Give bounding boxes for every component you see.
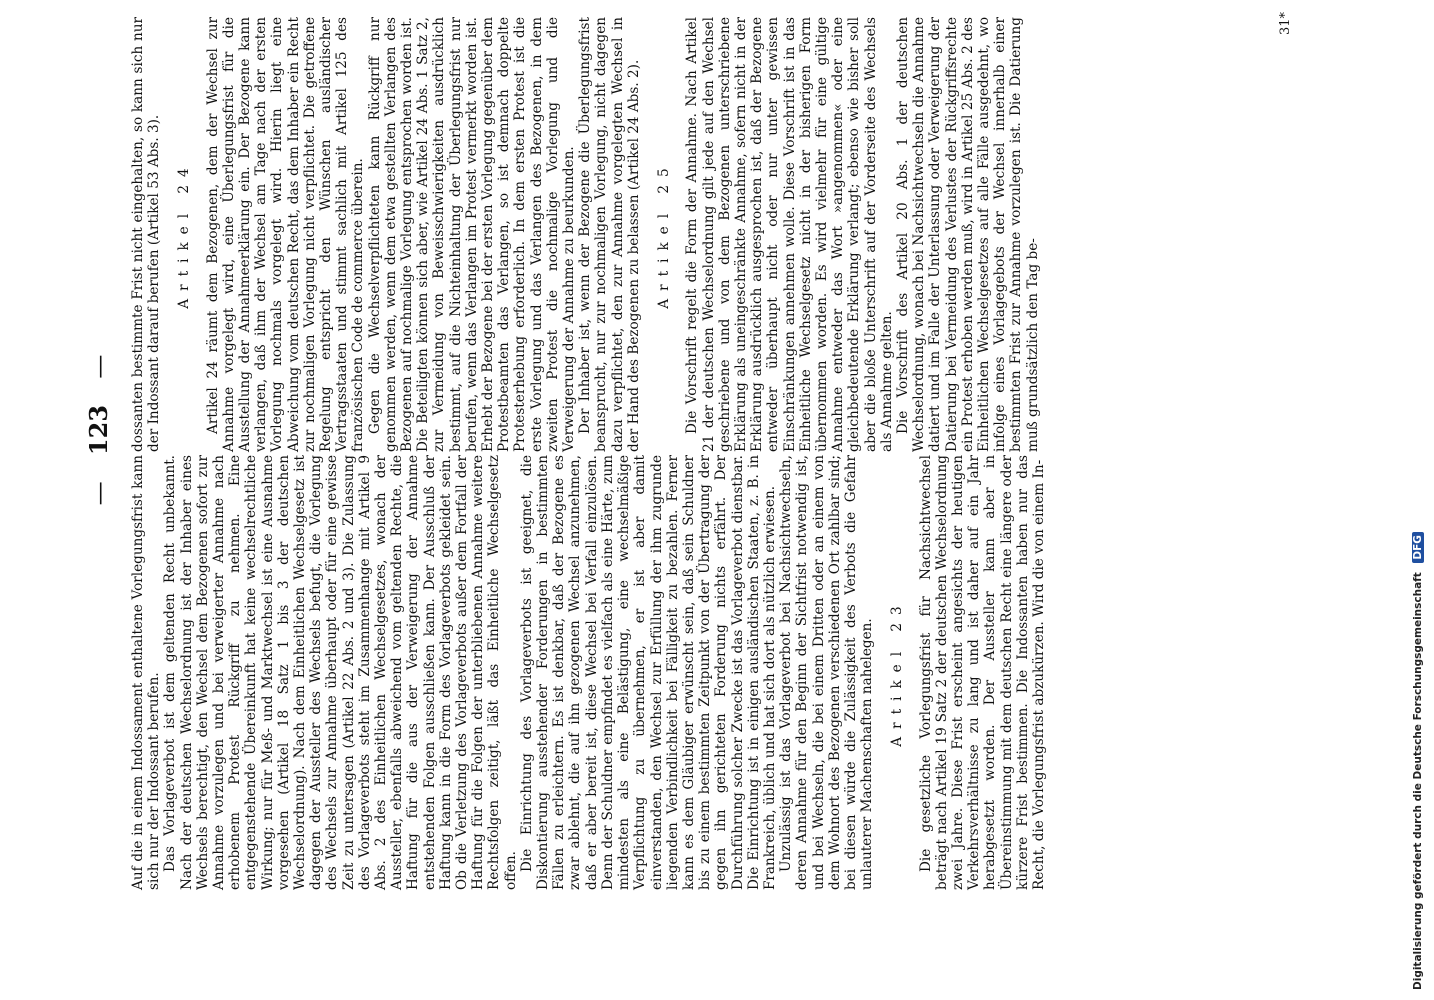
- right-column: [130, 17, 1041, 452]
- paragraph: Gegen die Wechselverpflichteten kann Rückgriff nur genommen werden, wenn dem etwa gestellten Verlangen des Bezogenen auf nochmalige Vorlegung entsprochen worden ist. Die Beteiligten können sich aber, wie Artikel 24 Abs. 1 Satz 2, zur Vermeidung von Beweisschwierigkeiten ausdrücklich bestimmt, auf die Nichteinhaltung der Überlegungsfrist nur berufen, wenn das Verlangen im Protest vermerkt worden ist. Erhebt der Bezogene bei der ersten Vorlegung gegenüber dem Protestbeamten das Verlangen, so ist demnach doppelte Protesterhebung erforderlich. In dem ersten Protest ist die erste Vorlegung und das Verlangen des Bezogenen, in dem zweiten Protest die nochmalige Vorlegung und die Verweigerung der Annahme zu beurkunden.: [366, 17, 578, 452]
- dfg-credit: [1412, 532, 1424, 990]
- header-dash-right: —: [85, 354, 113, 379]
- dfg-credit-text: Digitalisierung gefördert durch die Deutsche Forschungsgemeinschaft: [1412, 572, 1424, 990]
- left-column: [130, 455, 1047, 890]
- paragraph: Artikel 24 räumt dem Bezogenen, dem der Wechsel zur Annahme vorgelegt wird, eine Überlegungsfrist für die Ausstellung der Annahmeerklärung ein. Der Bezogene kann verlangen, daß ihm der Wechsel am Tage nach der ersten Vorlegung nochmals vorgelegt wird. Hierin liegt eine Abweichung vom deutschen Recht, das dem Inhaber ein Recht zur nochmaligen Vorlegung nicht verpflichtet. Die getroffene Regelung entspricht den Wünschen ausländischer Vertragsstaaten und stimmt sachlich mit Artikel 125 des französischen Code de commerce überein.: [204, 17, 367, 452]
- paragraph: Auf die in einem Indossament enthaltene Vorlegungsfrist kann sich nur der Indossant berufen.: [130, 455, 163, 890]
- paragraph: Die Vorschrift regelt die Form der Annahme. Nach Artikel 21 der deutschen Wechselordnung gilt jede auf den Wechsel geschriebene und von dem Bezogenen unterschriebene Erklärung als uneingeschränkte Annahme, sofern nicht in der Erklärung ausdrücklich ausgesprochen ist, daß der Bezogene entweder überhaupt nicht oder nur unter gewissen Einschränkungen annehmen wolle. Diese Vorschrift ist in das Einheitliche Wechselgesetz nicht in der bisherigen Form übernommen worden. Es wird vielmehr für eine gültige Annahme entweder das Wort »angenommen« oder eine gleichbedeutende Erklärung verlangt; ebenso wie bisher soll aber die bloße Unterschrift auf der Vorderseite des Wechsels als Annahme gelten.: [684, 17, 895, 452]
- signature-mark: 31*: [1278, 11, 1293, 35]
- page-header: [84, 330, 124, 530]
- paragraph: Der Inhaber ist, wenn der Bezogene die Überlegungsfrist beansprucht, nur zur nochmaligen Vorlegung, nicht dagegen dazu verpflichtet, den zur Annahme vorgelegten Wechsel in der Hand des Bezogenen zu belassen (Artikel 24 Abs. 2).: [577, 17, 642, 452]
- page-number: 123: [84, 404, 113, 456]
- article-heading-23: Artikel 23: [889, 598, 906, 747]
- dfg-sidebar: [1410, 0, 1434, 1000]
- paragraph: Die gesetzliche Vorlegungsfrist für Nachsichtwechsel beträgt nach Artikel 19 Satz 2 der deutschen Wechselordnung zwei Jahre. Diese Frist erscheint angesichts der heutigen Verkehrsverhältnisse zu lang und ist daher auf ein Jahr herabgesetzt worden. Der Aussteller kann aber in Übereinstimmung mit dem deutschen Recht eine längere oder kürzere Frist bestimmen. Die Indossanten haben nur das Recht, die Vorlegungsfrist abzukürzen. Wird die von einem In-: [917, 455, 1047, 890]
- paragraph: Die Vorschrift des Artikel 20 Abs. 1 der deutschen Wechselordnung, wonach bei Nachsichtwechseln die Annahme datiert und im Falle der Unterlassung oder Verweigerung der Datierung bei Vermeidung des Verlustes der Rückgriffsrechte ein Protest erhoben werden muß, wird in Artikel 25 Abs. 2 des Einheitlichen Wechselgesetzes auf alle Fälle ausgedehnt, wo infolge eines Vorlagegebots der Wechsel innerhalb einer bestimmten Frist zur Annahme vorzulegen ist. Die Datierung muß grundsätzlich den Tag be-: [894, 17, 1041, 452]
- paragraph: Die Einrichtung des Vorlageverbots ist geeignet, die Diskontierung ausstehender Forderungen in bestimmten Fällen zu erleichtern. Es ist denkbar, daß der Bezogene es zwar ablehnt, die auf ihn gezogenen Wechsel anzunehmen, daß er aber bereit ist, diese Wechsel bei Verfall einzulösen. Denn der Schuldner empfindet es vielfach als eine Härte, zum mindesten als eine Belästigung, eine wechselmäßige Verpflichtung zu übernehmen, er ist aber damit einverstanden, den Wechsel zur Erfüllung der ihm zugrunde liegenden Verbindlichkeit bei Fälligkeit zu bezahlen. Ferner kann es dem Gläubiger erwünscht sein, daß sein Schuldner bis zu einem bestimmten Zeitpunkt von der Übertragung der gegen ihn gerichteten Forderung nichts erfährt. Der Durchführung solcher Zwecke ist das Vorlageverbot dienstbar. Die Einrichtung ist in einigen ausländischen Staaten, z. B. in Frankreich, üblich und hat sich dort als nützlich erwiesen.: [518, 455, 778, 890]
- article-heading-25: Artikel 25: [656, 160, 673, 309]
- header-dash-left: —: [85, 481, 113, 506]
- paragraph: Das Vorlageverbot ist dem geltenden Recht unbekannt. Nach der deutschen Wechselordnung ist der Inhaber eines Wechsels berechtigt, den Wechsel dem Bezogenen sofort zur Annahme vorzulegen und bei verweigerter Annahme nach erhobenem Protest Rückgriff zu nehmen. Eine entgegenstehende Übereinkunft hat keine wechselrechtliche Wirkung; nur für Meß- und Marktwechsel ist eine Ausnahme vorgesehen (Artikel 18 Satz 1 bis 3 der deutschen Wechselordnung). Nach dem Einheitlichen Wechselgesetz ist dagegen der Aussteller des Wechsels befugt, die Vorlegung des Wechsels zur Annahme überhaupt oder für eine gewisse Zeit zu untersagen (Artikel 22 Abs. 2 und 3). Die Zulassung des Vorlageverbots steht im Zusammenhange mit Artikel 9 Abs. 2 des Einheitlichen Wechselgesetzes, wonach der Aussteller, ebenfalls abweichend vom geltenden Rechte, die Haftung für die aus der Verweigerung der Annahme entstehenden Folgen ausschließen kann. Der Ausschluß der Haftung kann in die Form des Vorlageverbots gekleidet sein. Ob die Verletzung des Vorlageverbots außer dem Fortfall der Haftung für die Folgen der unterbliebenen Annahme weitere Rechtsfolgen zeitigt, läßt das Einheitliche Wechselgesetz offen.: [162, 455, 519, 890]
- article-heading-24: Artikel 24: [176, 160, 193, 309]
- paragraph: dossanten bestimmte Frist nicht eingehalten, so kann sich nur der Indossant darauf berufen (Artikel 53 Abs. 3).: [130, 17, 163, 452]
- dfg-logo: DFG: [1412, 532, 1424, 563]
- paragraph: Unzulässig ist das Vorlageverbot bei Nachsichtwechseln, deren Annahme für den Beginn der Sichtfrist notwendig ist, und bei Wechseln, die bei einem Dritten oder an einem von dem Wohnort des Bezogenen verschiedenen Ort zahlbar sind; bei diesen würde die Zulässigkeit des Verbots die Gefahr unlauterer Machenschaften nahelegen.: [778, 455, 876, 890]
